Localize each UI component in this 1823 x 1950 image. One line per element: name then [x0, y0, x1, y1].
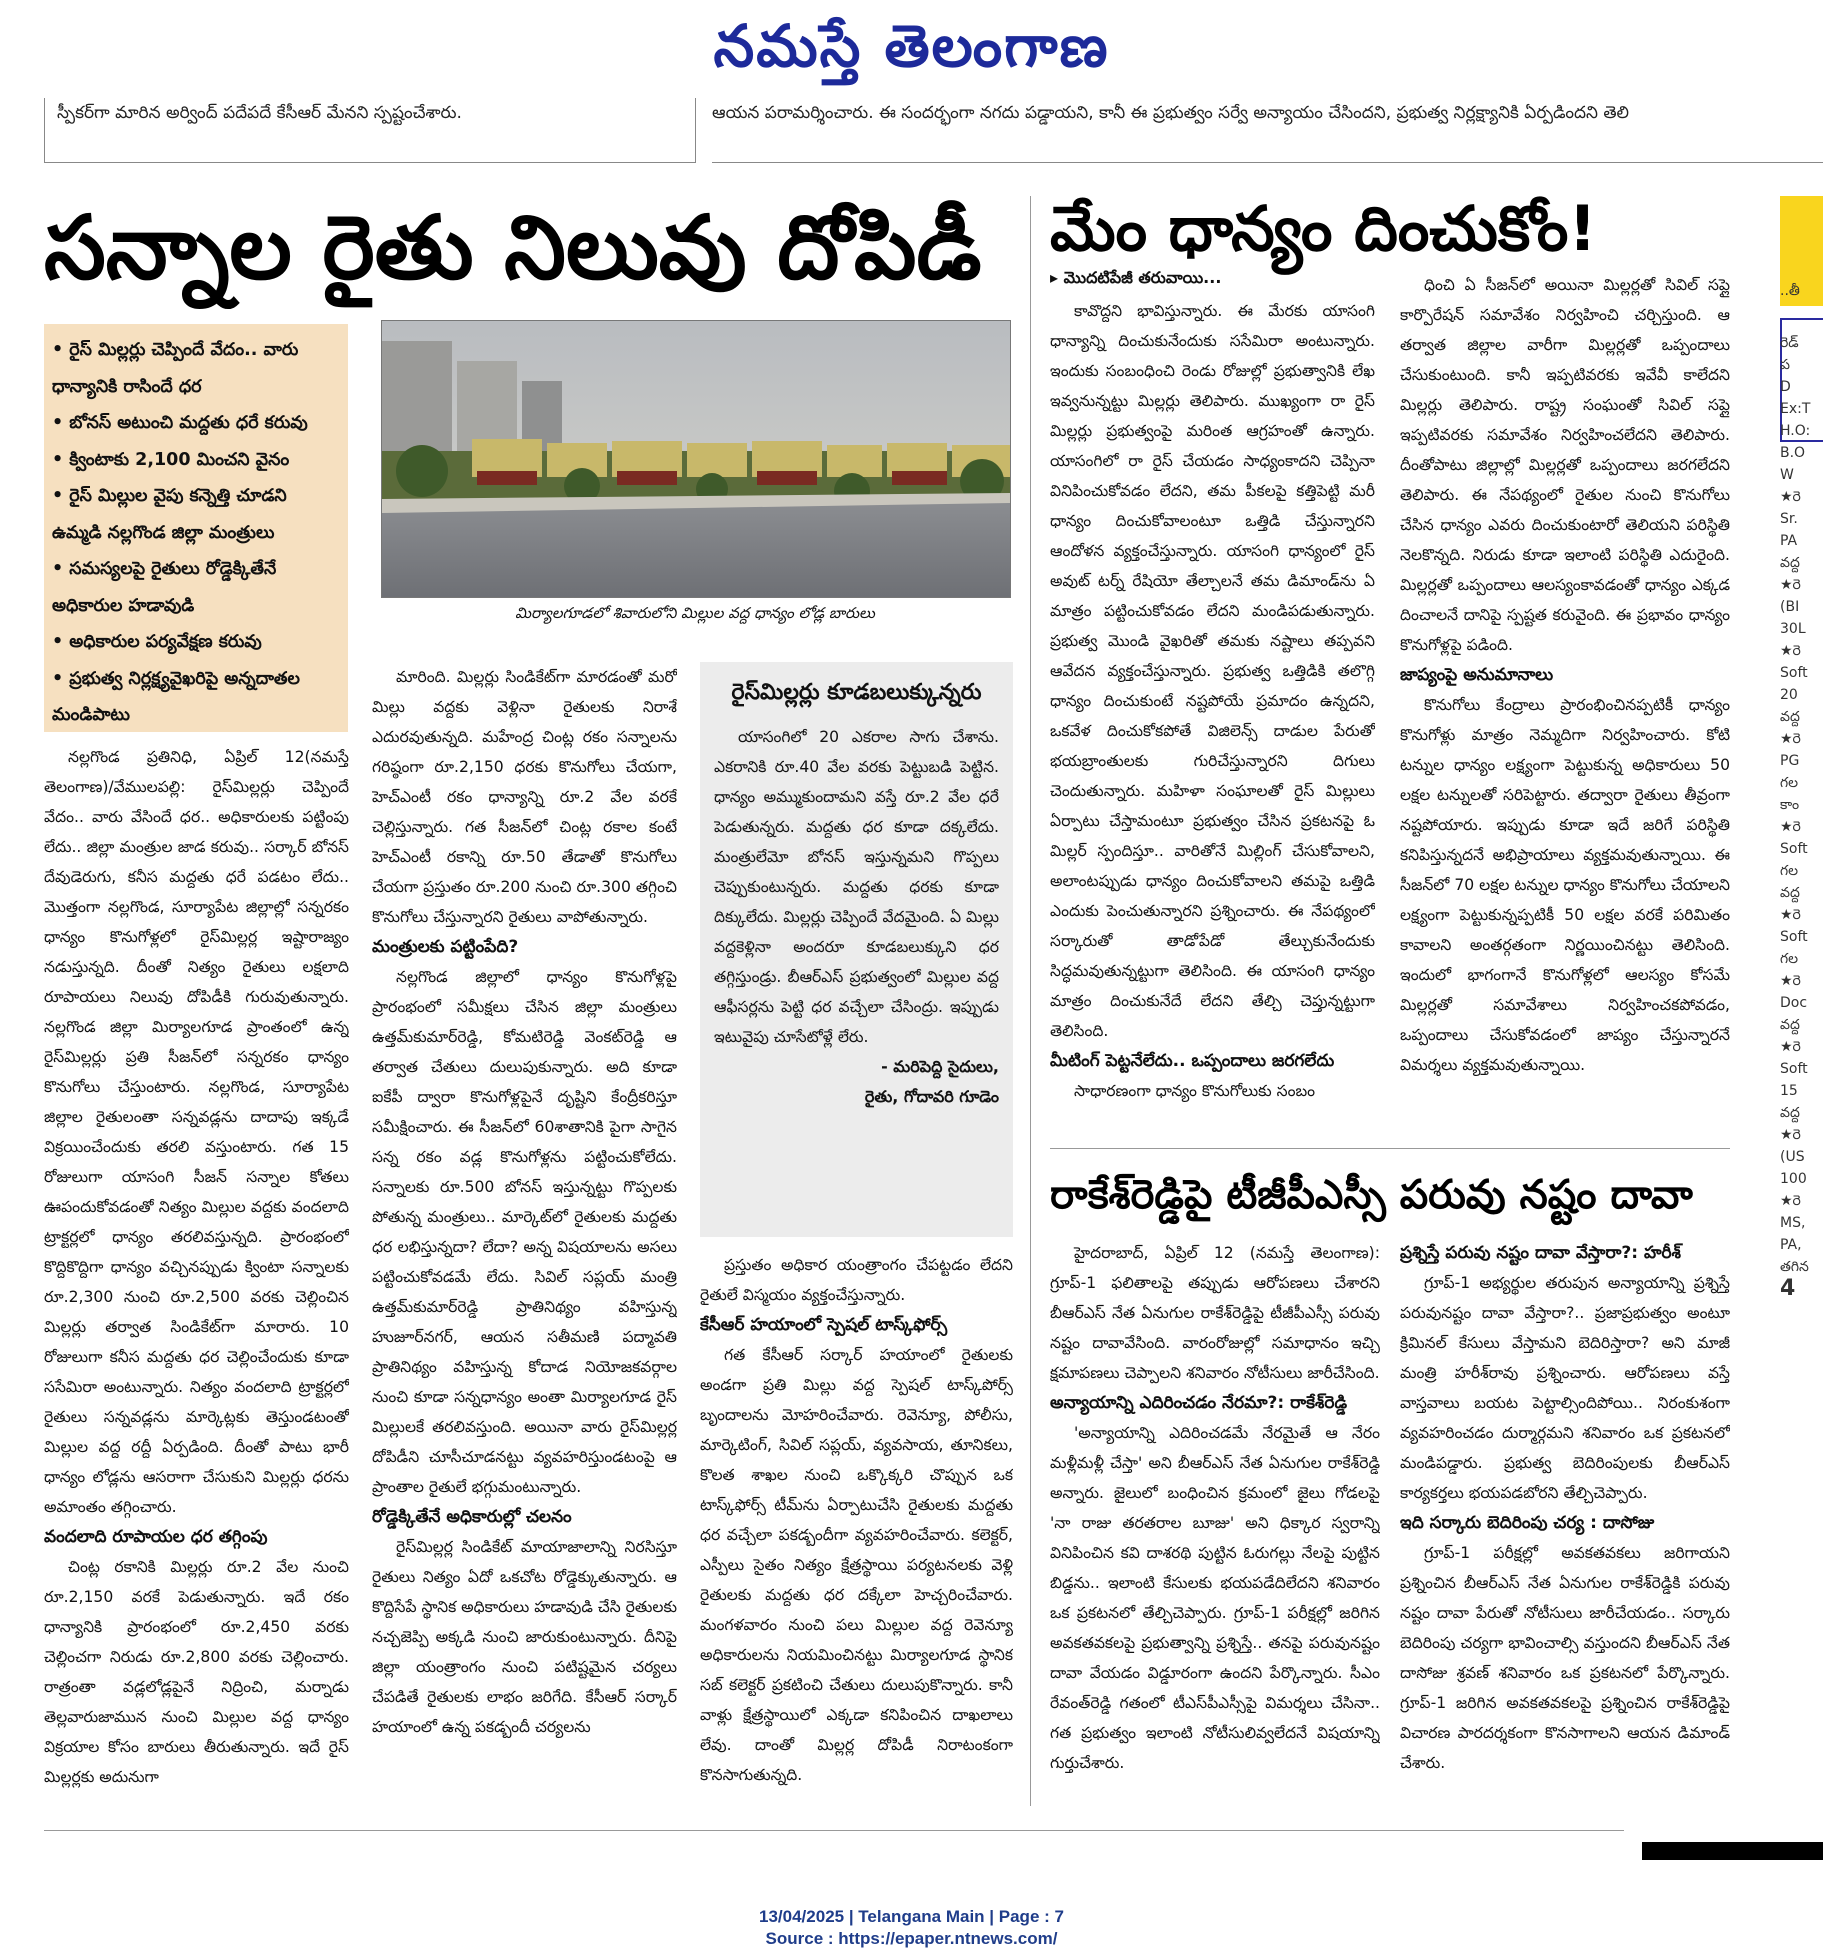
- story2-column1: [1050, 296, 1375, 1126]
- story2-para: కొనుగోలు కేంద్రాలు ప్రారంభించినప్పటికీ ధాన్యం కొనుగోళ్లు మాత్రం నెమ్మదిగా నిర్వహించారు. కోటి టన్నుల ధాన్యం లక్ష్యంగా పెట్టుకున్న అధికారులు 50 లక్షల టన్నులతో సరిపెట్టారు. తద్వారా రైతులు తీవ్రంగా నష్టపోయారు. ఇప్పుడు కూడా ఇదే జరిగే పరిస్థితి కనిపిస్తున్నదనే అభిప్రాయాలు వ్యక్తమవుతున్నాయి. ఈ సీజన్‌లో 70 లక్షల టన్నుల ధాన్యం కొనుగోలు చేయాలని లక్ష్యంగా పెట్టుకున్నప్పటికీ 50 లక్షల వరకే పరిమితం కావాలని అంతర్గతంగా నిర్ణయించినట్టు తెలిసింది. ఇందులో భాగంగానే కొనుగోళ్లలో ఆలస్యం కోసమే మిల్లర్లతో సమావేశాలు నిర్వహించకపోవడం, ఒప్పందాలు చేసుకోవడంలో జాప్యం చేస్తున్నారనే విమర్శలు వ్యక్తమవుతున్నాయి.: [1400, 696, 1730, 1074]
- story1-para: గత కేసీఆర్ సర్కార్ హయాంలో రైతులకు అండగా ప్రతి మిల్లు వద్ద స్పెషల్ టాస్క్‌పోర్స్ బృందాలను మోహరించేవారు. రెవెన్యూ, పోలీసు, మార్కెటింగ్, సివిల్ సప్లయ్, వ్యవసాయ, తూనికలు, కొలత శాఖల నుంచి ఒక్కొక్కరి చొప్పున ఒక టాస్క్‌ఫోర్స్ టీమ్‌ను ఏర్పాటుచేసి రైతులకు మద్దతు ధర వచ్చేలా పకడ్బందీగా వ్యవహరించేవారు. కలెక్టర్, ఎస్పీలు సైతం నిత్యం క్షేత్రస్థాయి పర్యటనలకు వెళ్లి రైతులకు మద్దతు ధర దక్కేలా హెచ్చరించేవారు. మంగళవారం నుంచి పలు మిల్లుల వద్ద రెవెన్యూ అధికారులను నియమించినట్టు మిర్యాలగూడ స్థానిక సబ్ కలెక్టర్ ప్రకటించి చేతులు దులుపుకొన్నారు. కానీ వాళ్లు క్షేత్రస్థాయిలో ఎక్కడా కనిపించిన దాఖలాలు లేవు. దాంతో మిల్లర్ల దోపిడీ నిరాటంకంగా కొనసాగుతున్నది.: [700, 1346, 1013, 1784]
- classified-fragment: 15: [1780, 1083, 1798, 1099]
- classified-fragment: B.O: [1780, 445, 1806, 461]
- classified-fragment: Soft: [1780, 665, 1808, 681]
- classified-fragment: వద్ద: [1780, 555, 1800, 571]
- highlight-item: • అధికారుల పర్యవేక్షణ కరువు: [52, 624, 340, 661]
- story1-para: చింట్ల రకానికి మిల్లర్లు రూ.2 వేల నుంచి రూ.2,150 వరకే పెడుతున్నారు. ఇదే రకం ధాన్యానికి ప్రారంభంలో రూ.2,450 వరకు చెల్లించగా నిరుడు రూ.2,800 వరకు చెల్లించారు. రాత్రంతా వడ్లలోడ్లపైనే నిద్రించి, మర్నాడు తెల్లవారుజామున నుంచి మిల్లుల వద్ద ధాన్యం విక్రయాల కోసం బారులు తీరుతున్నారు. ఇదే రైస్ మిల్లర్లకు అదునుగా: [44, 1558, 349, 1786]
- right-edge-classifieds: [1780, 280, 1823, 1940]
- classified-fragment: 30L: [1780, 621, 1806, 637]
- classified-fragment: Soft: [1780, 1061, 1808, 1077]
- classified-fragment: ★రె: [1780, 731, 1801, 747]
- story1-para: నల్లగొండ ప్రతినిధి, ఏప్రిల్ 12(నమస్తే తెలంగాణ)/వేములపల్లి: రైస్‌మిల్లర్లు చెప్పిందే వేదం.. వారు వేసిందే ధర.. అధికారులకు పట్టింపు లేదు.. జిల్లా మంత్రుల జాడ కరువు.. సర్కార్ బోనస్ దేవుడెరుగు, కనీస మద్దతు ధరే పడటం లేదు.. మొత్తంగా నల్లగొండ, సూర్యాపేట జిల్లాల్లో సన్నరకం ధాన్యం కొనుగోళ్లలో రైస్‌మిల్లర్ల ఇష్టారాజ్యం నడుస్తున్నది. దీంతో నిత్యం రైతులు లక్షలాది రూపాయలు నిలువు దోపిడీకి గురువుతున్నారు. నల్లగొండ జిల్లా మిర్యాలగూడ ప్రాంతంలో ఉన్న రైస్‌మిల్లర్లు ప్రతి సీజన్‌లో సన్నరకం ధాన్యం కొనుగోలు చేస్తుంటారు. నల్లగొండ, సూర్యాపేట జిల్లాల రైతులంతా సన్నవడ్లను దాదాపు ఇక్కడే విక్రయించేందుకు తరలి వస్తుంటారు. గత 15 రోజులుగా యాసంగి సీజన్ సన్నాల కోతలు ఊపందుకోవడంతో నిత్యం మిల్లుల వద్దకు వందలాది ట్రాక్టర్లలో ధాన్యం తరలివస్తున్నది. ప్రారంభంలో కొద్దికొద్దిగా ధాన్యం వచ్చినప్పుడు క్వింటా సన్నాలకు రూ.2,300 నుంచి రూ.2,500 వరకు చెల్లించిన మిల్లర్లు తర్వాత సిండికేట్‌గా మారారు. 10 రోజులుగా కనీస మద్దతు ధర చెల్లించేందుకు కూడా ససేమిరా అంటున్నారు. నిత్యం వందలాది ట్రాక్టర్లలో రైతులు సన్నవడ్లను మార్కెట్లకు తెస్తుండటంతో మిల్లుల వద్ద రద్దీ ఏర్పడింది. దీంతో పాటు భారీ ధాన్యం లోడ్లను ఆసరాగా చేసుకుని మిల్లర్లు ధరను అమాంతం తగ్గించారు.: [44, 748, 349, 1516]
- story1-para: ప్రస్తుతం అధికార యంత్రాంగం చేపట్టడం లేదని రైతులే విస్మయం వ్యక్తంచేస్తున్నారు.: [700, 1256, 1013, 1304]
- highlight-item: • రైస్ మిల్లర్లు చెప్పిందే వేదం.. వారు ధాన్యానికి రాసిందే ధర: [52, 332, 340, 405]
- classified-fragment: ★రె: [1780, 907, 1801, 923]
- footer-date-edition: 13/04/2025 | Telangana Main | Page : 7: [759, 1907, 1064, 1926]
- story2-subhead: జాప్యంపై అనుమానాలు: [1400, 665, 1554, 685]
- story2-para: సాధారణంగా ధాన్యం కొనుగోలుకు సంబం: [1074, 1082, 1316, 1100]
- classified-fragment: కాం: [1780, 797, 1800, 813]
- story1-column2: [372, 662, 677, 1804]
- story2-column2: [1400, 270, 1730, 1130]
- classified-fragment: ★రె: [1780, 1039, 1801, 1055]
- story3-para: హైదరాబాద్, ఏప్రిల్ 12 (నమస్తే తెలంగాణ): గ్రూప్-1 ఫలితాలపై తప్పుడు ఆరోపణలు చేశారని బీఆర్‌ఎస్ నేత ఏనుగుల రాకేశ్‌రెడ్డిపై టీజీపీఎస్సీ పరువు నష్టం దావావేసింది. వారంరోజుల్లో సమాధానం ఇచ్చి క్షమాపణలు చెప్పాలని శనివారం నోటీసులు జారీచేసింది.: [1050, 1244, 1380, 1382]
- classified-fragment: వద్ద: [1780, 885, 1800, 901]
- story3-column1: [1050, 1238, 1380, 1804]
- classified-fragment: ప: [1780, 357, 1790, 373]
- story1-para: నల్లగొండ జిల్లాలో ధాన్యం కొనుగోళ్లపై ప్రారంభంలో సమీక్షలు చేసిన జిల్లా మంత్రులు ఉత్తమ్‌కుమార్‌రెడ్డి, కోమటిరెడ్డి వెంకట్‌రెడ్డి ఆ తర్వాత చేతులు దులుపుకున్నారు. అది కూడా ఐకేపీ ద్వారా కొనుగోళ్లపైనే దృష్టిని కేంద్రీకరిస్తూ సమీక్షించారు. ఈ సీజన్‌లో 60శాతానికి పైగా సాగైన సన్న రకం వడ్ల కొనుగోళ్లను పట్టించుకోలేదు. సన్నాలకు రూ.500 బోనస్ ఇస్తున్నట్టు గొప్పలకు పోతున్న మంత్రులు.. మార్కెట్‌లో రైతులకు మద్దతు ధర లభిస్తున్నదా? లేదా? అన్న విషయాలను అసలు పట్టించుకోవడమే లేదు. సివిల్ సప్లయ్ మంత్రి ఉత్తమ్‌కుమార్‌రెడ్డి ప్రాతినిథ్యం వహిస్తున్న హుజూర్‌నగర్, ఆయన సతీమణి పద్మావతి ప్రాతినిథ్యం వహిస్తున్న కోదాడ నియోజకవర్గాల నుంచి కూడా సన్నధాన్యం అంతా మిర్యాలగూడ రైస్ మిల్లులకే తరలివస్తుంది. అయినా వారు రైస్‌మిల్లర్ల దోపిడీని చూసీచూడనట్టు వ్యవహరిస్తుండటంపై ఆ ప్రాంతాల రైతులే భగ్గుమంటున్నారు.: [372, 968, 677, 1496]
- story3-para: 'అన్యాయాన్ని ఎదిరించడమే నేరమైతే ఆ నేరం మళ్లీమళ్లీ చేస్తా' అని బీఆర్‌ఎస్ నేత ఏనుగుల రాకేశ్‌రెడ్డి అన్నారు. జైలులో బంధించిన క్రమంలో జైలు గోడలపై 'నా రాజు తరతరాల బూజు' అని ధిక్కార స్వరాన్ని వినిపించిన కవి దాశరథి పుట్టిన ఓరుగల్లు నేలపై పుట్టిన బిడ్డను.. ఇలాంటి కేసులకు భయపడేదిలేదని శనివారం ఒక ప్రకటనలో తేల్చిచెప్పారు. గ్రూప్-1 పరీక్షల్లో జరిగిన అవకతవకలపై ప్రభుత్వాన్ని ప్రశ్నిస్తే.. తనపై పరువునష్టం దావా వేయడం విడ్డూరంగా ఉందని పేర్కొన్నారు. సీఎం రేవంత్‌రెడ్డి గతంలో టీఎస్‌పీఎస్సీపై విమర్శలు చేసినా.. గత ప్రభుత్వం ఇలాంటి నోటీసులివ్వలేదనే విషయాన్ని గుర్తుచేశారు.: [1050, 1424, 1380, 1772]
- quote-box-title: రైస్‌మిల్లర్లు కూడబలుక్కున్నరు: [731, 680, 982, 705]
- bottom-rule: [44, 1830, 1624, 1831]
- rice-mill-trucks-image: [382, 321, 1010, 597]
- story3-subhead: ప్రశ్నిస్తే పరువు నష్టం దావా వేస్తారా?: హరీశ్: [1400, 1243, 1681, 1263]
- black-bar: [1642, 1842, 1823, 1860]
- story3-para: గ్రూప్-1 పరీక్షల్లో అవకతవకలు జరిగాయని ప్రశ్నించిన బీఆర్‌ఎస్ నేత ఏనుగుల రాకేశ్‌రెడ్డికి పరువు నష్టం దావా పేరుతో నోటీసులు జారీచేయడం.. సర్కారు బెదిరింపు చర్యగా భావించాల్సి వస్తుందని బీఆర్‌ఎస్ నేత దాసోజు శ్రవణ్ శనివారం ఒక ప్రకటనలో పేర్కొన్నారు. గ్రూప్-1 జరిగిన అవకతవకలపై ప్రశ్నించిన రాకేశ్‌రెడ్డిపై విచారణ పారదర్శకంగా కొనసాగాలని ఆయన డిమాండ్ చేశారు.: [1400, 1544, 1730, 1772]
- classified-fragment: ..తీ: [1780, 283, 1800, 299]
- quote-byline-place: రైతు, గోదావరి గూడెం: [864, 1087, 999, 1106]
- story3-column2: [1400, 1238, 1730, 1804]
- story-divider: [1050, 1148, 1730, 1149]
- top-strip-right: ఆయన పరామర్శించారు. ఈ సందర్భంగా నగదు పడ్డాయని, కానీ ఈ ప్రభుత్వం సర్వే అన్యాయం చేసిందని, ప్రభుత్వ నిర్లక్ష్యానికి ఏర్పడిందని తెలి: [712, 98, 1823, 163]
- classified-fragment: వద్ద: [1780, 1017, 1800, 1033]
- top-strip-left: స్పీకర్‌గా మారిన అర్వింద్ పదేపదే కేసీఆర్ మేనని స్పష్టంచేశారు.: [44, 98, 696, 163]
- classified-fragment: ★రె: [1780, 489, 1801, 505]
- classified-fragment: 4: [1780, 1276, 1796, 1301]
- story2-kicker: [1050, 268, 1221, 291]
- highlight-item: • క్వింటాకు 2,100 మించని వైనం: [52, 442, 340, 479]
- classified-fragment: వద్ద: [1780, 1105, 1800, 1121]
- classified-fragment: ★రె: [1780, 1193, 1801, 1209]
- classified-fragment: Ex:T: [1780, 401, 1811, 417]
- classified-fragment: Soft: [1780, 841, 1808, 857]
- story1-column3: [700, 1250, 1013, 1804]
- classified-fragment: వద్ద: [1780, 709, 1800, 725]
- classified-fragment: MS,: [1780, 1215, 1806, 1231]
- classified-fragment: Soft: [1780, 929, 1808, 945]
- highlight-item: • బోనస్ అటుంచి మద్దతు ధరే కరువు: [52, 405, 340, 442]
- footer-source-link[interactable]: Source : https://epaper.ntnews.com/: [765, 1929, 1058, 1948]
- classified-fragment: PG: [1780, 753, 1800, 769]
- story3-headline: రాకేశ్‌రెడ్డిపై టీజీపీఎస్సీ పరువు నష్టం దావా: [1050, 1172, 1693, 1218]
- story2-para: ధించి ఏ సీజన్‌లో అయినా మిల్లర్లతో సివిల్ సప్లై కార్పొరేషన్ సమావేశం నిర్వహించి చర్చిస్తుంది. ఆ తర్వాత జిల్లాల వారీగా మిల్లర్లతో ఒప్పందాలు చేసుకుంటుంది. కానీ ఇప్పటివరకు ఇవేవీ కాలేదని మిల్లర్లు తెలిపారు. రాష్ట్ర సంఘంతో సివిల్ సప్లై ఇప్పటివరకు సమావేశం నిర్వహించలేదని తెలిపారు. దీంతోపాటు జిల్లాల్లో మిల్లర్లతో ఒప్పందాలు జరగలేదని తెలిపారు. ఈ నేపథ్యంలో రైతుల నుంచి కొనుగోలు చేసిన ధాన్యం ఎవరు దించుకుంటారో తెలియని పరిస్థితి నెలకొన్నది. నిరుడు కూడా ఇలాంటి పరిస్థితి ఎదురైంది. మిల్లర్లతో ఒప్పందాలు ఆలస్యంకావడంతో ధాన్యం ఎక్కడ దించాలనే దానిపై స్పష్టత కరువైంది. ఈ ప్రభావం ధాన్యం కొనుగోళ్లపై పడింది.: [1400, 276, 1730, 654]
- classified-fragment: Sr.: [1780, 511, 1798, 527]
- classified-fragment: (US: [1780, 1149, 1805, 1165]
- classified-fragment: H.O:: [1780, 423, 1811, 439]
- classified-fragment: Doc: [1780, 995, 1808, 1011]
- classified-fragment: W: [1780, 467, 1794, 483]
- column-divider: [1030, 196, 1031, 1806]
- quote-box-text-wrap: [714, 722, 999, 1052]
- story1-photo: [381, 320, 1011, 598]
- story2-kicker-text: మొదటిపేజీ తరువాయి...: [1063, 268, 1222, 287]
- highlight-item: • రైస్ మిల్లుల వైపు కన్నెత్తి చూడని ఉమ్మడి నల్లగొండ జిల్లా మంత్రులు: [52, 478, 340, 551]
- quote-box-text: యాసంగిలో 20 ఎకరాల సాగు చేశాను. ఎకరానికి రూ.40 వేల వరకు పెట్టుబడి పెట్టిన. ధాన్యం అమ్ముకుందామని వస్తే రూ.2 వేల ధరే పెడుతున్నరు. మద్దతు ధర కూడా దక్కలేదు. మంత్రులేమో బోనస్ ఇస్తున్నమని గొప్పలు చెప్పుకుంటున్నరు. మద్దతు ధరకు కూడా దిక్కులేదు. మిల్లర్లు చెప్పిందే వేదమైంది. ఏ మిల్లు వద్దకెళ్లినా అందరూ కూడబలుక్కుని ధర తగ్గిస్తుండ్రు. బీఆర్‌ఎస్ ప్రభుత్వంలో మిల్లుల వద్ద ఆఫీసర్లను పెట్టి ధర వచ్చేలా చేసింద్రు. ఇప్పుడు ఇటువైపు చూసేటోళ్లే లేరు.: [714, 728, 999, 1046]
- classified-fragment: PA: [1780, 533, 1798, 549]
- highlight-item: • సమస్యలపై రైతులు రోడ్డెక్కితేనే అధికారుల హడావుడి: [52, 551, 340, 624]
- classified-fragment: 100: [1780, 1171, 1807, 1187]
- quote-byline-name: - మరిపెద్ది సైదులు,: [881, 1057, 999, 1076]
- classified-fragment: D: [1780, 379, 1791, 395]
- story1-highlights: [44, 324, 348, 732]
- story3-subhead: అన్యాయాన్ని ఎదిరించడం నేరమా?: రాకేశ్‌రెడ్డి: [1050, 1393, 1348, 1413]
- classified-fragment: ★రె: [1780, 1127, 1801, 1143]
- highlight-item: • ప్రభుత్వ నిర్లక్ష్యవైఖరిపై అన్నదాతల మండిపాటు: [52, 661, 340, 734]
- story1-subhead: వందలాది రూపాయల ధర తగ్గింపు: [44, 1527, 268, 1547]
- story2-headline: మేం ధాన్యం దించుకోం!: [1050, 192, 1597, 265]
- page-footer: [0, 1906, 1823, 1950]
- masthead-title: నమస్తే తెలంగాణ: [713, 12, 1110, 80]
- farmer-quote-box: [700, 662, 1013, 1237]
- story1-para: రైస్‌మిల్లర్ల సిండికేట్ మాయాజాలాన్ని నిరసిస్తూ రైతులు నిత్యం ఏదో ఒకచోట రోడ్డెక్కుతున్నారు. ఆ కొద్దిసేపే స్థానిక అధికారులు హడావుడి చేసి రైతులకు నచ్చజెప్పి అక్కడి నుంచి జారుకుంటున్నారు. దీనిపై జిల్లా యంత్రాంగం నుంచి పటిష్టమైన చర్యలు చేపడితే రైతులకు లాభం జరిగేది. కేసీఆర్ సర్కార్ హయాంలో ఉన్న పకడ్బందీ చర్యలను: [372, 1538, 677, 1736]
- story1-subhead: కేసీఆర్ హయాంలో స్పెషల్ టాస్క్‌ఫోర్స్: [700, 1315, 948, 1335]
- classified-fragment: ★రె: [1780, 577, 1801, 593]
- story1-para: మారింది. మిల్లర్లు సిండికేట్‌గా మారడంతో మరో మిల్లు వద్దకు వెళ్లినా రైతులకు నిరాశే ఎదురవుతున్నది. మహేంద్ర చింట్ల రకం సన్నాలను గరిష్ఠంగా రూ.2,150 ధరకు కొనుగోలు చేయగా, హెచ్‌ఎంటీ రకం ధాన్యాన్ని రూ.2 వేల వరకే చెల్లిస్తున్నారు. గత సీజన్‌లో చింట్ల రకాల కంటే హెచ్‌ఎంటీ రకాన్ని రూ.50 తేడాతో కొనుగోలు చేయగా ప్రస్తుతం రూ.200 నుంచి రూ.300 తగ్గించి కొనుగోలు చేస్తున్నారని రైతులు వాపోతున్నారు.: [372, 668, 677, 926]
- story1-headline: సన్నాల రైతు నిలువు దోపిడీ: [44, 196, 982, 299]
- classified-fragment: PA,: [1780, 1237, 1802, 1253]
- classified-fragment: (BI: [1780, 599, 1800, 615]
- classified-fragment: ★రె: [1780, 643, 1801, 659]
- story2-para: కావొద్దని భావిస్తున్నారు. ఈ మేరకు యాసంగి ధాన్యాన్ని దించుకునేందుకు ససేమిరా అంటున్నారు. ఇందుకు సంబంధించి రెండు రోజుల్లో ప్రభుత్వానికి లేఖ ఇవ్వనున్నట్టు మిల్లర్లు తెలిపారు. ముఖ్యంగా రా రైస్ మిల్లర్లు ప్రభుత్వంపై మరింత ఆగ్రహంతో ఉన్నారు. యాసంగిలో రా రైస్ చేయడం సాధ్యంకాదని చెప్పినా వినిపించుకోవడం లేదని, తమ పీకలపై కత్తిపెట్టి మరీ ధాన్యం దించుకోవాలంటూ ఒత్తిడి చేస్తున్నారని ఆందోళన వ్యక్తంచేస్తున్నారు. యాసంగి ధాన్యంలో రైస్ అవుట్ టర్న్ రేషియో తేల్చాలనే తమ డిమాండ్‌ను ఏ మాత్రం పట్టించుకోవడం లేదని మండిపడుతున్నారు. ప్రభుత్వ మొండి వైఖరితో తమకు నష్టాలు తప్పవని ఆవేదన వ్యక్తంచేస్తున్నారు. ప్రభుత్వ ఒత్తిడికి తలొగ్గి ధాన్యం దించుకుంటే నష్టపోయే ప్రమాదం ఉన్నదని, ఒకవేళ దించుకోకపోతే విజిలెన్స్ దాడుల పేరుతో భయబ్రాంతులకు గురిచేస్తున్నారని దిగులు చెందుతున్నారు. మహిళా సంఘాలతో రైస్ మిల్లులు ఏర్పాటు చేస్తామంటూ ప్రభుత్వం చేసిన ప్రకటనపై ఓ మిల్లర్ స్పందిస్తూ.. వారితోనే మిల్లింగ్ చేసుకోవాలని, అలాంటప్పుడు ధాన్యం దించుకోవాలని తమపై ఒత్తిడి ఎందుకు పెంచుతున్నారని ప్రశ్నించారు. ఈ నేపథ్యంలో సర్కారుతో తాడోపేడో తేల్చుకునేందుకు సిద్ధమవుతున్నట్టుగా తెలిసింది. ఈ యాసంగి ధాన్యం మాత్రం దించుకునేదే లేదని తేల్చి చెప్తున్నట్టుగా తెలిసింది.: [1050, 302, 1375, 1040]
- classified-fragment: గల: [1780, 863, 1799, 879]
- classified-fragment: ★రె: [1780, 819, 1801, 835]
- classified-fragment: రెడ్: [1780, 335, 1799, 351]
- story1-subhead: రోడ్డెక్కితేనే అధికారుల్లో చలనం: [372, 1507, 572, 1527]
- classified-fragment: గల: [1780, 951, 1799, 967]
- classified-fragment: ★రె: [1780, 973, 1801, 989]
- classified-fragment: గల: [1780, 775, 1799, 791]
- story1-subhead: మంత్రులకు పట్టింపేది?: [372, 937, 519, 957]
- masthead: [0, 0, 1823, 90]
- chevron-right-icon: ▸: [1050, 268, 1064, 287]
- story1-photo-caption: మిర్యాలగూడలో శివారులోని మిల్లుల వద్ద ధాన్యం లోడ్ల బారులు: [515, 604, 875, 622]
- story2-subhead: మీటింగ్ పెట్టనేలేదు.. ఒప్పందాలు జరగలేదు: [1050, 1051, 1335, 1071]
- story3-subhead: ఇది సర్కారు బెదిరింపు చర్య : దాసోజు: [1400, 1513, 1655, 1533]
- classified-fragment: 20: [1780, 687, 1798, 703]
- story3-para: గ్రూప్-1 అభ్యర్థుల తరుపున అన్యాయాన్ని ప్రశ్నిస్తే పరువునష్టం దావా వేస్తారా?.. ప్రజాప్రభుత్వం అంటూ క్రిమినల్ కేసులు వేస్తామని బెదిరిస్తారా? అని మాజీ మంత్రి హరీశ్‌రావు ప్రశ్నించారు. ఆరోపణలు వస్తే వాస్తవాలు బయట పెట్టాల్సిందిపోయి.. నిరంకుశంగా వ్యవహరించడం దుర్మార్గమని శనివారం ఒక ప్రకటనలో మండిపడ్డారు. ప్రభుత్వ బెదిరింపులకు బీఆర్‌ఎస్ కార్యకర్తలు భయపడబోరని తేల్చిచెప్పారు.: [1400, 1274, 1730, 1502]
- story1-column1: [44, 742, 349, 1802]
- classified-fragment: తగిన: [1780, 1259, 1809, 1275]
